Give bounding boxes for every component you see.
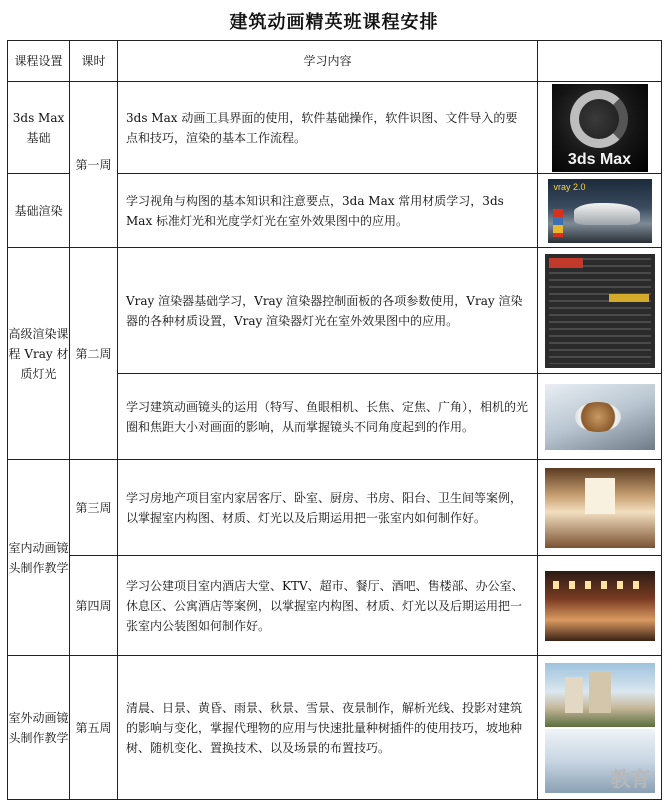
exterior-snow-image xyxy=(545,729,655,793)
header-image xyxy=(538,41,662,82)
header-week: 课时 xyxy=(70,41,118,82)
building-shape xyxy=(565,677,583,713)
header-course: 课程设置 xyxy=(8,41,70,82)
exterior-day-image xyxy=(545,663,655,727)
header-content: 学习内容 xyxy=(118,41,538,82)
panel-accent-shape xyxy=(549,258,583,268)
week-cell: 第三周 xyxy=(70,460,118,556)
course-cell: 高级渲染课程 Vray 材质灯光 xyxy=(8,248,70,460)
table-row xyxy=(8,248,662,374)
car-shape xyxy=(574,203,640,225)
content-cell: 学习公建项目室内酒店大堂、KTV、超市、餐厅、酒吧、售楼部、办公室、休息区、公寓酒店等案例，以掌握室内构图、材质、灯光以及后期运用把一张室内公装图如何制作好。 xyxy=(118,556,538,656)
box-shots-shape xyxy=(553,209,563,237)
week-cell: 第一周 xyxy=(70,82,118,248)
logo-caption: 3ds Max xyxy=(567,150,632,168)
content-cell: 学习建筑动画镜头的运用（特写、鱼眼相机、长焦、定焦、广角），相机的光圈和焦距大小对画面的影响，从而掌握镜头不同角度起到的作用。 xyxy=(118,374,538,460)
table-row xyxy=(8,556,662,656)
panel-rows-shape xyxy=(549,258,651,364)
content-cell: 3ds Max 动画工具界面的使用，软件基础操作，软件识图、文件导入的要点和技巧，渲染的基本工作流程。 xyxy=(118,82,538,174)
image-cell xyxy=(538,556,662,656)
table-row xyxy=(8,656,662,800)
window-shape xyxy=(585,478,615,514)
image-cell xyxy=(538,656,662,800)
content-cell: 学习视角与构图的基本知识和注意要点，3da Max 常用材质学习，3ds Max 标准灯光和光度学灯光在室外效果图中的应用。 xyxy=(118,174,538,248)
image-cell xyxy=(538,82,662,174)
content-cell: Vray 渲染器基础学习，Vray 渲染器控制面板的各项参数使用，Vray 渲染器的各种材质设置，Vray 渲染器灯光在室外效果图中的应用。 xyxy=(118,248,538,374)
vray-car-image xyxy=(548,179,652,243)
course-cell: 3ds Max 基础 xyxy=(8,82,70,174)
vray-logo-text: vray 2.0 xyxy=(553,181,586,192)
course-cell: 室外动画镜头制作教学 xyxy=(8,656,70,800)
image-cell xyxy=(538,248,662,374)
coffee-cup-image xyxy=(545,384,655,450)
page-title: 建筑动画精英班课程安排 xyxy=(229,12,439,33)
cup-shape xyxy=(575,402,621,432)
image-cell xyxy=(538,174,662,248)
panel-accent-shape xyxy=(609,294,649,302)
content-cell: 清晨、日景、黄昏、雨景、秋景、雪景、夜景制作，解析光线、投影对建筑的影响与变化，掌握代理物的应用与快速批量种树插件的使用技巧，坡地种树、随机变化、置换技术、以及场景的布置技巧。 xyxy=(118,656,538,800)
table-header-row xyxy=(8,41,662,82)
image-cell xyxy=(538,460,662,556)
content-cell: 学习房地产项目室内家居客厅、卧室、厨房、书房、阳台、卫生间等案例，以掌握室内构图、材质、灯光以及后期运用把一张室内如何制作好。 xyxy=(118,460,538,556)
restaurant-interior-image xyxy=(545,571,655,641)
watermark-text: 教育 xyxy=(610,768,651,791)
week-cell: 第二周 xyxy=(70,248,118,460)
course-cell: 室内动画镜头制作教学 xyxy=(8,460,70,656)
image-cell xyxy=(538,374,662,460)
course-cell: 基础渲染 xyxy=(8,174,70,248)
course-schedule-table xyxy=(7,40,662,800)
lamps-shape xyxy=(553,581,647,589)
building-shape xyxy=(589,671,611,713)
3dsmax-logo-image xyxy=(552,84,648,172)
table-row xyxy=(8,460,662,556)
home-interior-image xyxy=(545,468,655,548)
week-cell: 第四周 xyxy=(70,556,118,656)
table-row xyxy=(8,82,662,174)
render-settings-panel-image xyxy=(545,254,655,368)
logo-ring-shape xyxy=(570,90,628,148)
week-cell: 第五周 xyxy=(70,656,118,800)
